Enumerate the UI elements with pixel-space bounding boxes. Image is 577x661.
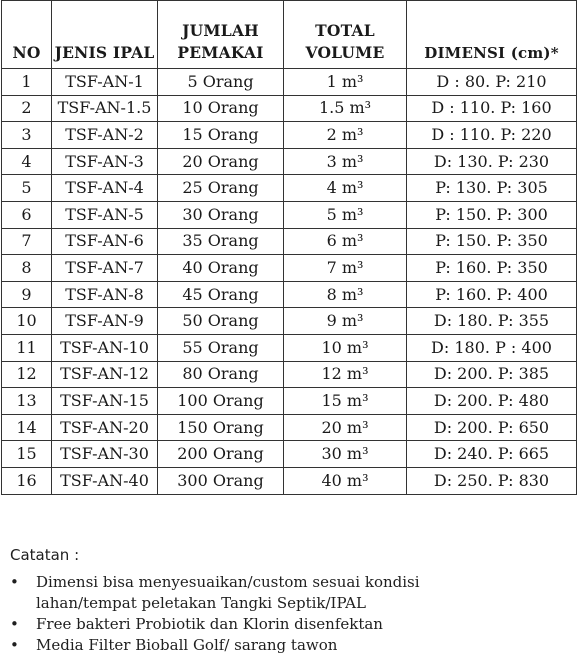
cell-total-volume: 8 m³ — [284, 281, 407, 308]
cell-dimensi: D : 110. P: 220 — [407, 122, 577, 149]
cell-jumlah-pemakai: 80 Orang — [158, 361, 284, 388]
table-row — [2, 255, 577, 282]
cell-no: 15 — [2, 441, 52, 468]
cell-dimensi: P: 160. P: 400 — [407, 281, 577, 308]
cell-jumlah-pemakai: 300 Orang — [158, 467, 284, 494]
bullet-icon: • — [10, 615, 19, 633]
header-no — [2, 1, 52, 69]
table-row — [2, 308, 577, 335]
header-dimensi — [407, 1, 577, 69]
cell-dimensi: P: 130. P: 305 — [407, 175, 577, 202]
cell-total-volume: 1.5 m³ — [284, 95, 407, 122]
cell-jumlah-pemakai: 45 Orang — [158, 281, 284, 308]
header-volume-line1: TOTAL — [315, 21, 375, 40]
cell-dimensi: D: 200. P: 650 — [407, 414, 577, 441]
cell-dimensi: D: 130. P: 230 — [407, 148, 577, 175]
table-body — [2, 69, 577, 495]
notes-item-text: Free bakteri Probiotik dan Klorin disenfektan — [36, 615, 383, 633]
notes-item-text: lahan/tempat peletakan Tangki Septik/IPAL — [36, 594, 366, 612]
cell-total-volume: 10 m³ — [284, 334, 407, 361]
cell-jumlah-pemakai: 5 Orang — [158, 69, 284, 96]
cell-jenis-ipal: TSF-AN-8 — [52, 281, 158, 308]
table-row — [2, 361, 577, 388]
table-row — [2, 148, 577, 175]
table-row — [2, 122, 577, 149]
cell-no: 8 — [2, 255, 52, 282]
cell-jenis-ipal: TSF-AN-30 — [52, 441, 158, 468]
cell-jumlah-pemakai: 15 Orang — [158, 122, 284, 149]
bullet-icon: • — [10, 573, 19, 591]
cell-no: 14 — [2, 414, 52, 441]
notes-item — [0, 614, 577, 635]
cell-dimensi: P: 150. P: 350 — [407, 228, 577, 255]
cell-no: 7 — [2, 228, 52, 255]
cell-jumlah-pemakai: 20 Orang — [158, 148, 284, 175]
cell-no: 4 — [2, 148, 52, 175]
header-volume-line2: VOLUME — [305, 43, 385, 62]
header-dimensi-line1: DIMENSI (cm)* — [424, 44, 559, 62]
cell-no: 13 — [2, 388, 52, 415]
header-no-line1: NO — [12, 43, 41, 62]
table-row — [2, 388, 577, 415]
header-total-volume — [284, 1, 407, 69]
cell-jenis-ipal: TSF-AN-9 — [52, 308, 158, 335]
cell-no: 3 — [2, 122, 52, 149]
cell-dimensi: D: 180. P: 355 — [407, 308, 577, 335]
cell-total-volume: 2 m³ — [284, 122, 407, 149]
header-jumlah-pemakai — [158, 1, 284, 69]
ipal-spec-table — [1, 0, 577, 495]
cell-dimensi: P: 160. P: 350 — [407, 255, 577, 282]
cell-total-volume: 9 m³ — [284, 308, 407, 335]
notes-title: Catatan : — [10, 546, 80, 564]
cell-total-volume: 12 m³ — [284, 361, 407, 388]
cell-jenis-ipal: TSF-AN-40 — [52, 467, 158, 494]
cell-dimensi: D: 200. P: 385 — [407, 361, 577, 388]
cell-dimensi: D : 80. P: 210 — [407, 69, 577, 96]
cell-total-volume: 6 m³ — [284, 228, 407, 255]
cell-jenis-ipal: TSF-AN-12 — [52, 361, 158, 388]
cell-total-volume: 4 m³ — [284, 175, 407, 202]
cell-no: 6 — [2, 201, 52, 228]
table-row — [2, 201, 577, 228]
cell-jenis-ipal: TSF-AN-4 — [52, 175, 158, 202]
table-row — [2, 334, 577, 361]
cell-jenis-ipal: TSF-AN-10 — [52, 334, 158, 361]
header-jenis-line1: JENIS IPAL — [54, 43, 155, 62]
cell-dimensi: D : 110. P: 160 — [407, 95, 577, 122]
cell-jumlah-pemakai: 35 Orang — [158, 228, 284, 255]
cell-jenis-ipal: TSF-AN-1.5 — [52, 95, 158, 122]
cell-no: 2 — [2, 95, 52, 122]
notes-item — [0, 635, 577, 656]
header-jenis-ipal — [52, 1, 158, 69]
cell-jumlah-pemakai: 10 Orang — [158, 95, 284, 122]
header-jumlah-line1: JUMLAH — [182, 21, 259, 40]
table-row — [2, 467, 577, 494]
cell-jenis-ipal: TSF-AN-2 — [52, 122, 158, 149]
cell-dimensi: D: 180. P : 400 — [407, 334, 577, 361]
cell-no: 12 — [2, 361, 52, 388]
cell-jenis-ipal: TSF-AN-15 — [52, 388, 158, 415]
notes-list — [0, 572, 577, 656]
cell-total-volume: 1 m³ — [284, 69, 407, 96]
cell-total-volume: 7 m³ — [284, 255, 407, 282]
cell-no: 16 — [2, 467, 52, 494]
cell-jumlah-pemakai: 55 Orang — [158, 334, 284, 361]
cell-jumlah-pemakai: 30 Orang — [158, 201, 284, 228]
cell-dimensi: D: 250. P: 830 — [407, 467, 577, 494]
cell-no: 9 — [2, 281, 52, 308]
table-header-row — [2, 1, 577, 69]
cell-jenis-ipal: TSF-AN-6 — [52, 228, 158, 255]
cell-jumlah-pemakai: 50 Orang — [158, 308, 284, 335]
cell-jenis-ipal: TSF-AN-3 — [52, 148, 158, 175]
cell-no: 10 — [2, 308, 52, 335]
cell-jenis-ipal: TSF-AN-20 — [52, 414, 158, 441]
cell-no: 1 — [2, 69, 52, 96]
cell-no: 5 — [2, 175, 52, 202]
notes-item — [0, 572, 577, 614]
cell-dimensi: P: 150. P: 300 — [407, 201, 577, 228]
cell-total-volume: 30 m³ — [284, 441, 407, 468]
cell-total-volume: 5 m³ — [284, 201, 407, 228]
cell-jumlah-pemakai: 25 Orang — [158, 175, 284, 202]
table-row — [2, 441, 577, 468]
table-row — [2, 414, 577, 441]
cell-jumlah-pemakai: 100 Orang — [158, 388, 284, 415]
cell-total-volume: 15 m³ — [284, 388, 407, 415]
table-row — [2, 95, 577, 122]
cell-dimensi: D: 240. P: 665 — [407, 441, 577, 468]
header-jumlah-line2: PEMAKAI — [177, 43, 264, 62]
notes-item-text: Dimensi bisa menyesuaikan/custom sesuai kondisi — [36, 573, 420, 591]
cell-total-volume: 20 m³ — [284, 414, 407, 441]
bullet-icon: • — [10, 636, 19, 654]
cell-dimensi: D: 200. P: 480 — [407, 388, 577, 415]
cell-total-volume: 40 m³ — [284, 467, 407, 494]
cell-no: 11 — [2, 334, 52, 361]
cell-jenis-ipal: TSF-AN-1 — [52, 69, 158, 96]
cell-jenis-ipal: TSF-AN-7 — [52, 255, 158, 282]
table-row — [2, 228, 577, 255]
cell-jumlah-pemakai: 200 Orang — [158, 441, 284, 468]
table-row — [2, 69, 577, 96]
cell-jumlah-pemakai: 150 Orang — [158, 414, 284, 441]
table-row — [2, 175, 577, 202]
table-row — [2, 281, 577, 308]
notes-item-text: Media Filter Bioball Golf/ sarang tawon — [36, 636, 338, 654]
cell-jenis-ipal: TSF-AN-5 — [52, 201, 158, 228]
cell-total-volume: 3 m³ — [284, 148, 407, 175]
cell-jumlah-pemakai: 40 Orang — [158, 255, 284, 282]
